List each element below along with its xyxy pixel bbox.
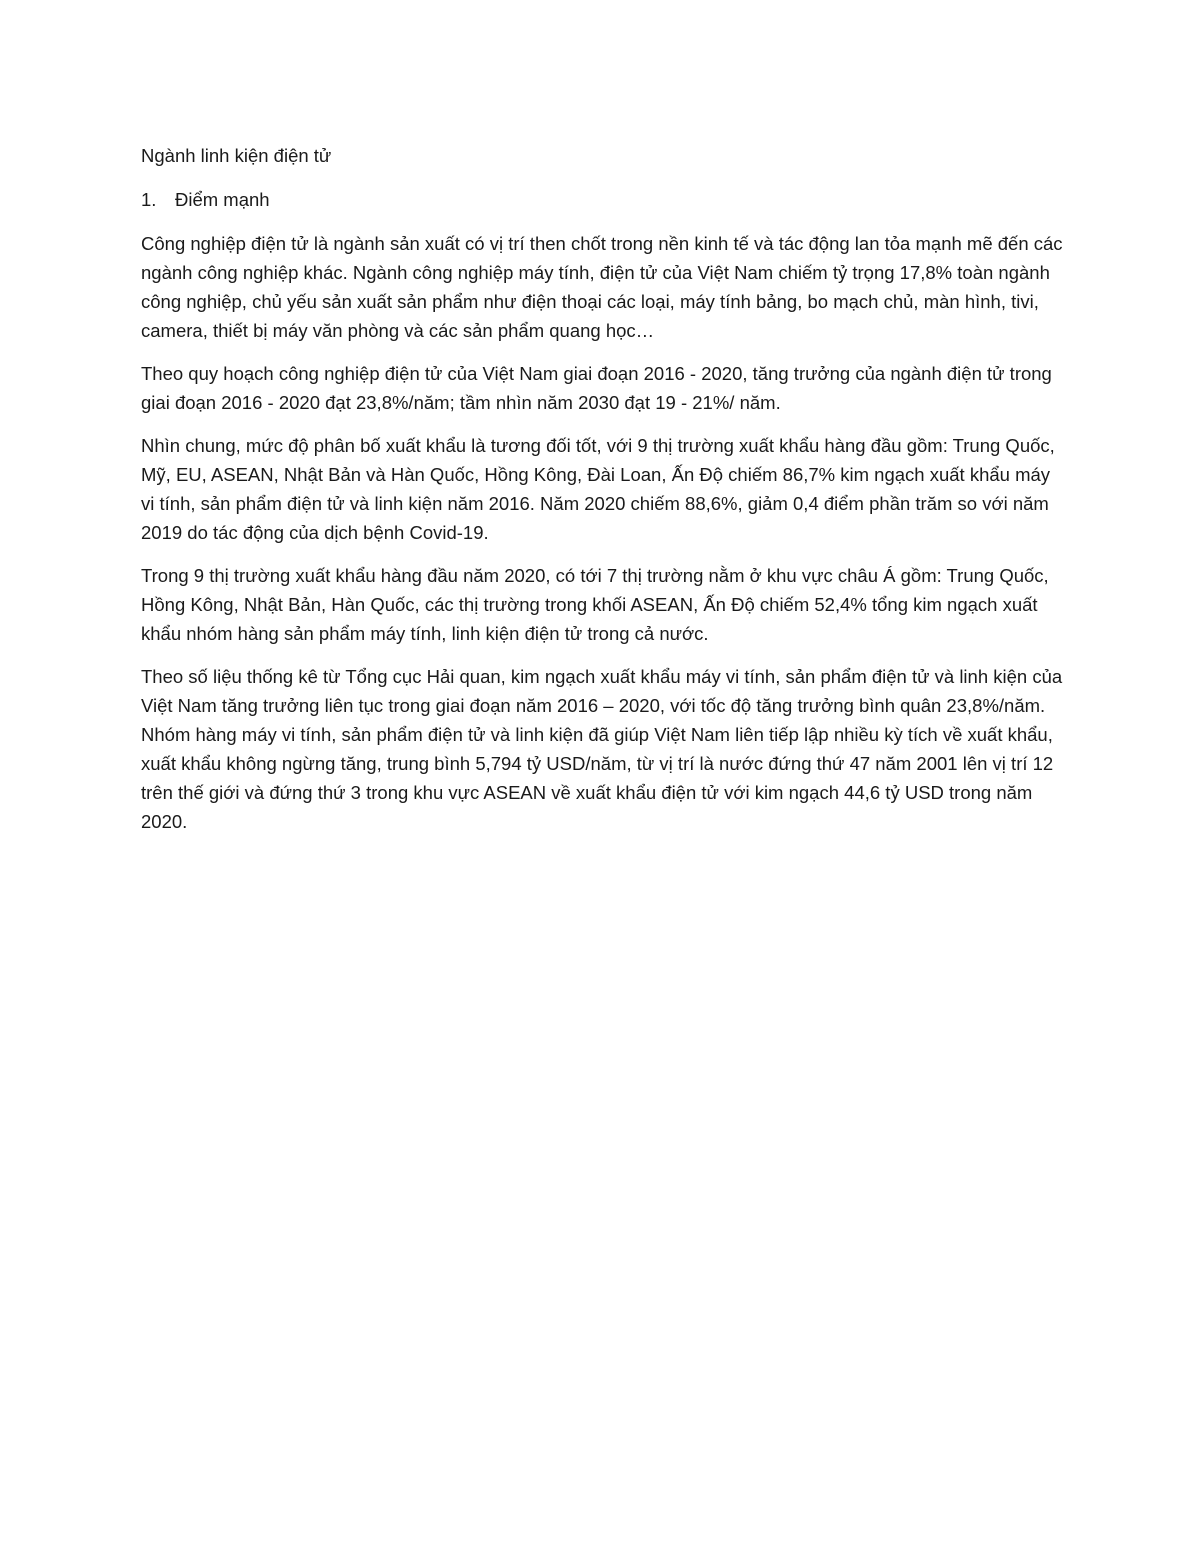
document-body [141, 141, 1066, 850]
section-title: Điểm mạnh [175, 189, 270, 210]
paragraph-customs-statistics: Theo số liệu thống kê từ Tổng cục Hải quan, kim ngạch xuất khẩu máy vi tính, sản phẩm điện tử và linh kiện của Việt Nam tăng trưởng liên tục trong giai đoạn năm 2016 – 2020, với tốc độ tăng trưởng bình quân 23,8%/năm. Nhóm hàng máy vi tính, sản phẩm điện tử và linh kiện đã giúp Việt Nam liên tiếp lập nhiều kỳ tích về xuất khẩu, xuất khẩu không ngừng tăng, trung bình 5,794 tỷ USD/năm, từ vị trí là nước đứng thứ 47 năm 2001 lên vị trí 12 trên thế giới và đứng thứ 3 trong khu vực ASEAN về xuất khẩu điện tử với kim ngạch 44,6 tỷ USD trong năm 2020. [141, 666, 1063, 832]
paragraph-asian-markets: Trong 9 thị trường xuất khẩu hàng đầu năm 2020, có tới 7 thị trường nằm ở khu vực châu Á gồm: Trung Quốc, Hồng Kông, Nhật Bản, Hàn Quốc, các thị trường trong khối ASEAN, Ấn Độ chiếm 52,4% tổng kim ngạch xuất khẩu nhóm hàng sản phẩm máy tính, linh kiện điện tử trong cả nước. [141, 565, 1049, 644]
document-title: Ngành linh kiện điện tử [141, 145, 332, 166]
paragraph-industry-overview: Công nghiệp điện tử là ngành sản xuất có vị trí then chốt trong nền kinh tế và tác động lan tỏa mạnh mẽ đến các ngành công nghiệp khác. Ngành công nghiệp máy tính, điện tử của Việt Nam chiếm tỷ trọng 17,8% toàn ngành công nghiệp, chủ yếu sản xuất sản phẩm như điện thoại các loại, máy tính bảng, bo mạch chủ, màn hình, tivi, camera, thiết bị máy văn phòng và các sản phẩm quang học… [141, 233, 1063, 341]
paragraph-export-distribution: Nhìn chung, mức độ phân bố xuất khẩu là tương đối tốt, với 9 thị trường xuất khẩu hàng đầu gồm: Trung Quốc, Mỹ, EU, ASEAN, Nhật Bản và Hàn Quốc, Hồng Kông, Đài Loan, Ấn Độ chiếm 86,7% kim ngạch xuất khẩu máy vi tính, sản phẩm điện tử và linh kiện năm 2016. Năm 2020 chiếm 88,6%, giảm 0,4 điểm phần trăm so với năm 2019 do tác động của dịch bệnh Covid-19. [141, 435, 1055, 543]
section-number: 1. [141, 189, 157, 210]
paragraph-growth-plan: Theo quy hoạch công nghiệp điện tử của Việt Nam giai đoạn 2016 - 2020, tăng trưởng của ngành điện tử trong giai đoạn 2016 - 2020 đạt 23,8%/năm; tầm nhìn năm 2030 đạt 19 - 21%/ năm. [141, 363, 1052, 413]
section-heading [141, 185, 1066, 214]
